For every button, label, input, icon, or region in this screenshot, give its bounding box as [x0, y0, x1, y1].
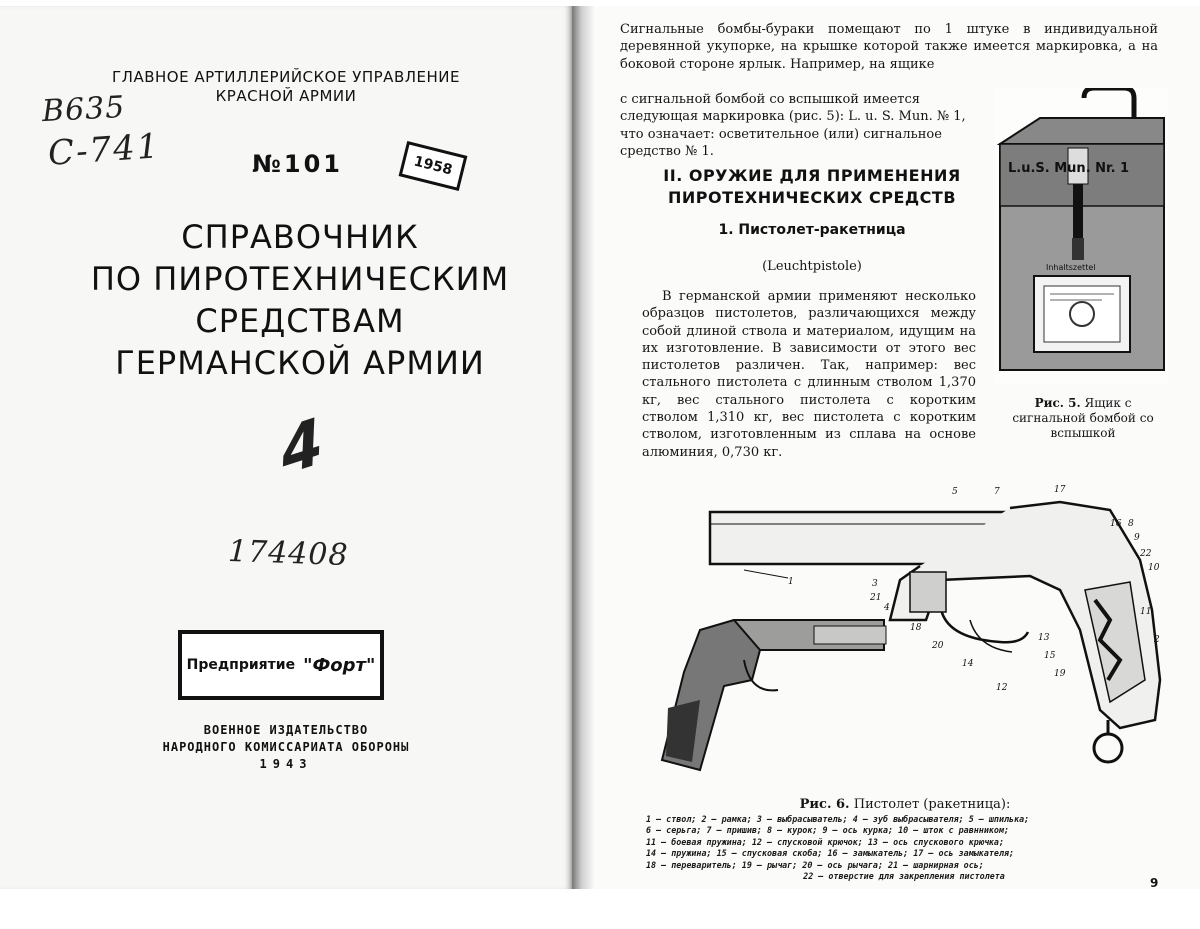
- part-label-20: 20: [932, 641, 944, 651]
- part-label-3: 3: [872, 579, 878, 589]
- publisher-line-1: ВОЕННОЕ ИЗДАТЕЛЬСТВО: [203, 723, 369, 737]
- figure-6-label: Рис. 6.: [799, 797, 850, 812]
- part-label-17: 17: [1054, 485, 1066, 495]
- figure-6-text: Пистолет (ракетница):: [853, 797, 1011, 812]
- book-spine: [572, 6, 596, 889]
- figure-5-label: Рис. 5.: [1034, 396, 1081, 410]
- part-label-9: 9: [1134, 533, 1140, 543]
- part-label-16: 16: [1110, 519, 1122, 529]
- part-label-22: 22: [1140, 549, 1152, 559]
- book-title: [0, 216, 600, 384]
- title-line-2: ПО ПИРОТЕХНИЧЕСКИМ: [90, 260, 510, 298]
- part-label-10: 10: [1148, 563, 1160, 573]
- part-label-14: 14: [962, 659, 974, 669]
- legend-line: 6 — серьга; 7 — пришив; 8 — курок; 9 — ось курка; 10 — шток с равнником;: [646, 825, 1010, 836]
- publication-year: 1943: [259, 757, 313, 771]
- section-heading: [616, 165, 1008, 209]
- title-line-1: СПРАВОЧНИК: [181, 218, 419, 256]
- subsection-heading: 1. Пистолет-ракетница: [718, 222, 906, 238]
- part-label-7: 7: [994, 487, 1000, 497]
- handwritten-code-1: В635: [41, 89, 127, 130]
- subsection-german-name: (Leuchtpistole): [762, 259, 862, 274]
- part-label-12: 12: [996, 683, 1008, 693]
- part-label-13: 13: [1038, 633, 1050, 643]
- part-label-8: 8: [1128, 519, 1134, 529]
- book-number: №101: [252, 150, 343, 178]
- figure-6-legend: [646, 814, 1162, 882]
- part-label-11: 11: [1140, 607, 1152, 617]
- body-text: В германской армии применяют несколько образцов пистолетов, различающихся между собой длиной ствола и материалом, идущим на их изготовление. В зависимости от этого вес пистолетов различен. Так, например: вес стального пистолета с длинным стволом 1,370 кг, вес стального пистолета с коротким стволом 1,310 кг, вес пистолета с коротким стволом, изготовленным из сплава на основе алюминия, 0,730 кг.: [642, 289, 976, 460]
- publisher-line-2: НАРОДНОГО КОМИССАРИАТА ОБОРОНЫ: [162, 740, 410, 754]
- stamp-prefix: Предприятие: [186, 657, 296, 673]
- handwritten-mark: 4: [275, 403, 328, 490]
- publisher: [0, 722, 572, 773]
- figure-6-caption: [650, 796, 1160, 813]
- figure-5-text: Ящик с сигнальной бомбой со вспышкой: [1012, 396, 1154, 440]
- directorate-line-1: ГЛАВНОЕ АРТИЛЛЕРИЙСКОЕ УПРАВЛЕНИЕ: [112, 68, 460, 86]
- legend-line: 18 — переваритель; 19 — рычаг; 20 — ось рычага; 21 — шарнирная ось;: [646, 859, 984, 870]
- legend-line: 11 — боевая пружина; 12 — спусковой крючок; 13 — ось спускового крючка;: [646, 836, 1004, 847]
- intro-paragraph-continued: с сигнальной бомбой со вспышкой имеется следующая маркировка (рис. 5): L. u. S. Mun. № 1, что означает: осветительное (или) сигнальное средство № 1.: [620, 92, 966, 159]
- legend-line: 1 — ствол; 2 — рамка; 3 — выбрасыватель; 4 — зуб выбрасывателя; 5 — шпилька;: [646, 814, 1030, 824]
- title-line-3: СРЕДСТВАМ: [195, 302, 405, 340]
- part-label-21: 21: [870, 593, 882, 603]
- inventory-number: 174408: [227, 533, 350, 574]
- enterprise-stamp: [178, 630, 384, 700]
- legend-line: 22 — отверстие для закрепления пистолета: [803, 871, 1005, 882]
- box-sticker-label: Inhaltszettel: [1046, 263, 1096, 272]
- directorate-line-2: КРАСНОЙ АРМИИ: [215, 87, 357, 105]
- intro-paragraph-top: Сигнальные бомбы-бураки помещают по 1 штуке в индивидуальной деревянной укупорке, на крышке которой также имеется маркировка, а на боковой стороне ярлык. Например, на ящике: [620, 22, 1158, 72]
- section-heading-line-2: ПИРОТЕХНИЧЕСКИХ СРЕДСТВ: [667, 188, 957, 207]
- part-label-15: 15: [1044, 651, 1056, 661]
- part-label-1: 1: [788, 577, 794, 587]
- page-number: 9: [1150, 876, 1159, 890]
- part-label-5: 5: [952, 487, 958, 497]
- part-label-4: 4: [884, 603, 890, 613]
- year-stamp: 1958: [399, 141, 468, 191]
- profile-pistol-drawing: [662, 620, 886, 770]
- legend-line: 14 — пружина; 15 — спусковая скоба; 16 — замыкатель; 17 — ось замыкателя;: [646, 848, 1015, 859]
- box-marking-label: L.u.S. Mun. Nr. 1: [1008, 161, 1130, 176]
- flare-pistol-illustration: [640, 480, 1170, 786]
- part-label-18: 18: [910, 623, 922, 633]
- part-label-19: 19: [1054, 669, 1066, 679]
- body-paragraph: [642, 288, 976, 461]
- ammo-box-illustration: [992, 88, 1168, 384]
- handwritten-code-2: С-741: [46, 126, 162, 174]
- title-line-4: ГЕРМАНСКОЙ АРМИИ: [115, 344, 485, 382]
- part-label-2: 2: [1154, 635, 1160, 645]
- figure-5-caption: [998, 396, 1168, 441]
- stamp-name: "Форт": [303, 654, 376, 676]
- section-heading-line-1: II. ОРУЖИЕ ДЛЯ ПРИМЕНЕНИЯ: [663, 166, 961, 185]
